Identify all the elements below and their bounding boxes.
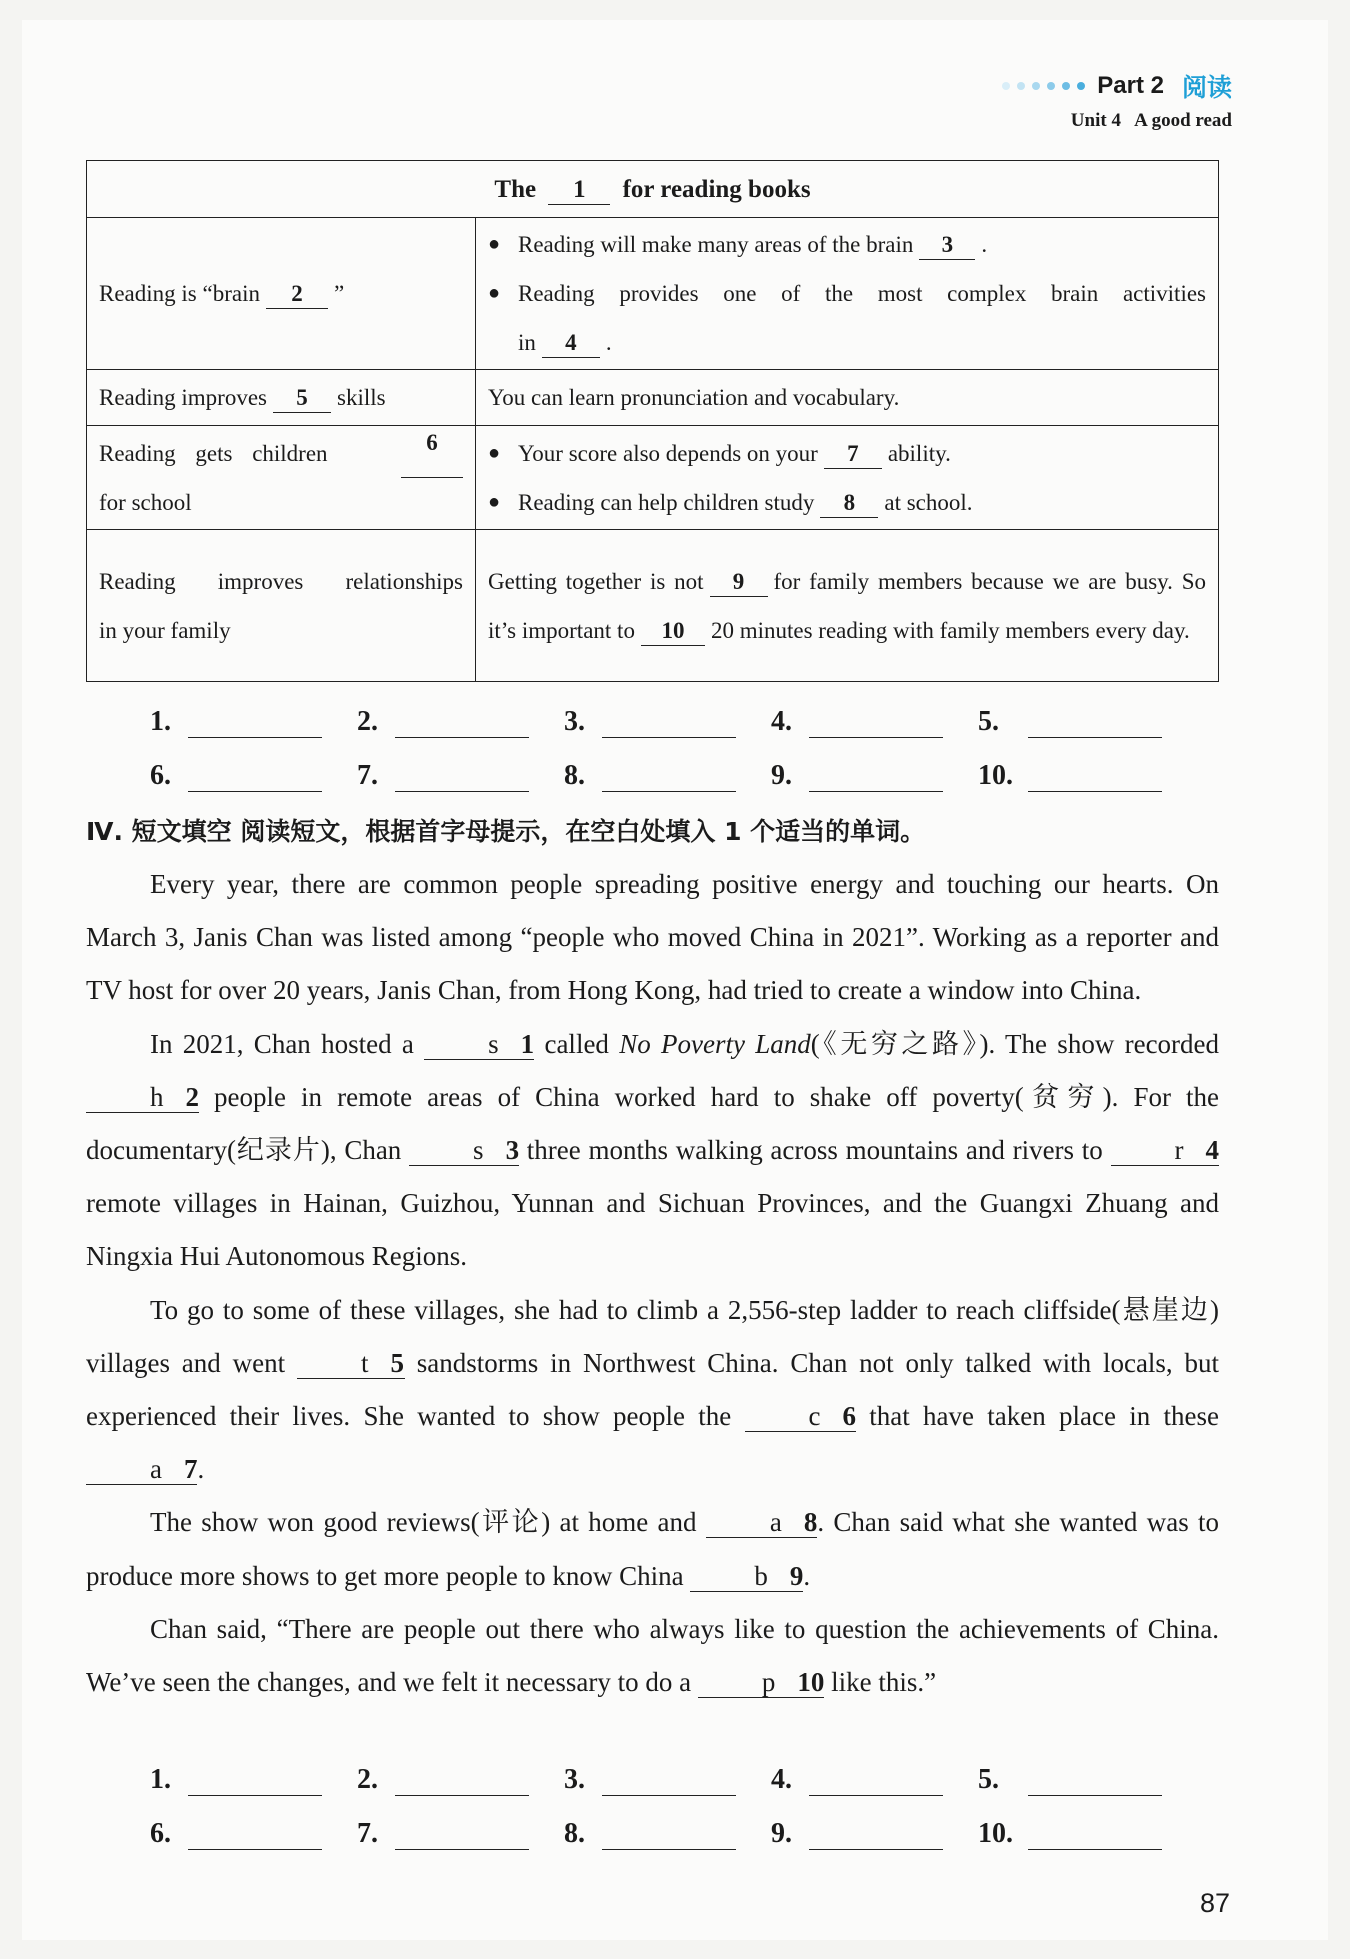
answer-line[interactable] <box>602 1823 736 1850</box>
part-label: Part 2 <box>1097 72 1164 99</box>
bullet-item <box>488 478 1206 527</box>
blank-5[interactable] <box>297 1348 405 1379</box>
blank-number: 3 <box>505 1135 520 1166</box>
bullet-icon: ● <box>488 490 501 513</box>
blank-letter: p <box>761 1667 776 1698</box>
answer-line[interactable] <box>602 1769 736 1796</box>
blank-10[interactable] <box>698 1667 825 1698</box>
blank-letter: c <box>808 1401 821 1432</box>
answer-row-1b <box>150 760 1185 792</box>
answer-slot[interactable] <box>357 1764 564 1796</box>
row1-b2-pre: in <box>518 330 536 355</box>
row4-left-line1: Reading improves relationships <box>99 568 463 594</box>
blank-10[interactable]: 10 <box>641 617 705 646</box>
bullet-icon: ● <box>488 233 501 255</box>
blank-2[interactable] <box>86 1082 199 1113</box>
bullet-item <box>488 220 1206 269</box>
row1-left-pre: Reading is “brain <box>99 281 260 306</box>
table-title-pre: The <box>494 175 537 203</box>
row2-left-pre: Reading improves <box>99 385 267 410</box>
answer-slot[interactable] <box>564 706 771 738</box>
answer-line[interactable] <box>1028 1823 1162 1850</box>
row4-right-post: 20 minutes reading with family members every day. <box>710 617 1190 643</box>
blank-letter: h <box>150 1081 164 1112</box>
blank-number: 1 <box>520 1028 535 1059</box>
row3-left-pre: Reading gets children <box>99 440 328 466</box>
answer-number: 1. <box>150 706 171 737</box>
row1-b2-continuation <box>488 318 1206 367</box>
answer-slot[interactable] <box>978 1764 1185 1796</box>
blank-number: 7 <box>183 1454 198 1485</box>
paragraph-5 <box>86 1603 1219 1709</box>
table-title-post: for reading books <box>622 175 811 203</box>
p5-text-b: like this.” <box>831 1667 937 1698</box>
blank-9[interactable] <box>690 1561 803 1592</box>
blank-9[interactable]: 9 <box>710 568 768 597</box>
bullet-item <box>488 269 1206 318</box>
row3-b2-pre: Reading can help children study <box>518 489 815 515</box>
answer-line[interactable] <box>395 1823 529 1850</box>
p4-text-a: The show won good reviews(评论) at home and <box>150 1507 697 1538</box>
row3-left-line2: for school <box>99 489 192 515</box>
dot <box>1017 82 1025 90</box>
answer-slot[interactable] <box>564 1764 771 1796</box>
answer-number: 8. <box>564 760 585 791</box>
blank-letter: t <box>360 1347 369 1378</box>
row1-left <box>87 218 476 370</box>
answer-line[interactable] <box>1028 765 1162 792</box>
dot <box>1062 82 1070 90</box>
row1-b1-post: . <box>981 232 988 257</box>
answer-number: 7. <box>357 760 378 791</box>
answer-slot[interactable] <box>771 1818 978 1850</box>
answer-number: 5. <box>978 1764 999 1795</box>
answer-line[interactable] <box>809 711 943 738</box>
answer-line[interactable] <box>188 765 322 792</box>
blank-7[interactable]: 7 <box>824 440 882 469</box>
answer-number: 10. <box>978 760 1013 791</box>
passage <box>86 858 1219 1709</box>
blank-number: 9 <box>789 1560 804 1591</box>
blank-number: 4 <box>1205 1135 1220 1166</box>
answer-number: 6. <box>150 760 171 791</box>
row3-b2-post: at school. <box>884 489 973 515</box>
p4-text-c: . <box>803 1560 811 1591</box>
unit-number: Unit 4 <box>1070 110 1121 131</box>
answer-row-2a <box>150 1764 1185 1796</box>
bullet-icon: ● <box>488 282 501 304</box>
row3-left-line1 <box>99 429 463 478</box>
blank-6[interactable] <box>745 1401 856 1432</box>
answer-slot[interactable] <box>771 760 978 792</box>
dot <box>1032 82 1040 90</box>
answer-slot[interactable] <box>564 1818 771 1850</box>
row1-left-post: ” <box>333 281 345 306</box>
answer-line[interactable] <box>809 1823 943 1850</box>
answer-number: 4. <box>771 706 792 737</box>
answer-line[interactable] <box>602 711 736 738</box>
answer-line[interactable] <box>809 1769 943 1796</box>
row3-left <box>87 426 476 530</box>
blank-letter: s <box>473 1135 484 1166</box>
row4-right-pre: Getting together is not <box>488 568 704 594</box>
p2-text-d: people in remote areas of China worked hard to shake off poverty(贫穷). For the documentary(纪录片), Chan <box>86 1081 1219 1166</box>
answer-line[interactable] <box>1028 711 1162 738</box>
page-header <box>1002 68 1232 132</box>
decorative-dots <box>1002 82 1085 90</box>
row3-b1-post: ability. <box>887 440 951 466</box>
blank-5[interactable]: 5 <box>273 384 331 413</box>
blank-6[interactable]: 6 <box>401 429 463 478</box>
p5-text-a: Chan said, “There are people out there who always like to question the achievements of China. We’ve seen the changes, and we felt it necessary to do a <box>86 1613 1219 1698</box>
answer-slot[interactable] <box>771 1764 978 1796</box>
answer-row-1a <box>150 706 1185 738</box>
answer-slot[interactable] <box>771 706 978 738</box>
unit-title: A good read <box>1134 110 1232 131</box>
answer-line[interactable] <box>809 765 943 792</box>
section-heading: Ⅳ. 短文填空 阅读短文，根据首字母提示，在空白处填入 1 个适当的单词。 <box>86 817 926 846</box>
answer-slot[interactable] <box>150 1764 357 1796</box>
answer-number: 3. <box>564 1764 585 1795</box>
blank-8[interactable]: 8 <box>820 489 878 518</box>
answer-slot[interactable] <box>357 706 564 738</box>
p2-text-b: called <box>544 1028 609 1059</box>
p2-text-e: three months walking across mountains and rivers to <box>526 1135 1103 1166</box>
p4-text-b: . Chan said what she wanted was to produce more shows to get more people to know China <box>86 1507 1220 1591</box>
blank-letter: b <box>754 1560 768 1591</box>
row4-right-mid: for family members because we are busy. So it’s important to <box>488 568 1206 643</box>
paragraph-3 <box>86 1284 1219 1497</box>
answer-number: 1. <box>150 1764 171 1795</box>
answer-number: 9. <box>771 1818 792 1849</box>
answer-number: 2. <box>357 1764 378 1795</box>
page-number: 87 <box>1199 1888 1230 1918</box>
row3-right <box>476 426 1219 530</box>
blank-letter: r <box>1174 1135 1184 1166</box>
paragraph-2 <box>86 1018 1219 1284</box>
blank-number: 6 <box>842 1401 857 1432</box>
blank-number: 2 <box>185 1081 199 1112</box>
row4-left-line2: in your family <box>99 617 231 643</box>
row3-b1-pre: Your score also depends on your <box>518 440 818 466</box>
answer-number: 9. <box>771 760 792 791</box>
blank-2[interactable]: 2 <box>266 280 328 309</box>
blank-1[interactable] <box>424 1029 534 1060</box>
answer-number: 6. <box>150 1818 171 1849</box>
blank-7[interactable] <box>86 1454 197 1485</box>
show-title: No Poverty Land <box>619 1028 811 1059</box>
answer-slot[interactable] <box>978 1818 1185 1850</box>
row1-b1-text: Reading will make many areas of the brain <box>518 232 914 257</box>
answer-row-2b <box>150 1818 1185 1850</box>
answer-line[interactable] <box>395 765 529 792</box>
answer-slot[interactable] <box>150 1818 357 1850</box>
p2-text-a: In 2021, Chan hosted a <box>150 1028 414 1059</box>
row2-left-post: skills <box>337 385 386 410</box>
answer-number: 3. <box>564 706 585 737</box>
blank-3[interactable]: 3 <box>919 231 975 260</box>
dot <box>1002 82 1010 90</box>
answer-number: 5. <box>978 706 999 737</box>
p3-text-a: To go to some of these villages, she had to climb a 2,556-step ladder to reach cliffside(悬崖边) villages and went <box>86 1294 1219 1378</box>
row2-left <box>87 370 476 426</box>
p2-text-c: (《无穷之路》). The show recorded <box>810 1028 1220 1059</box>
bullet-icon: ● <box>488 441 501 464</box>
blank-number: 8 <box>803 1507 818 1538</box>
answer-number: 4. <box>771 1764 792 1795</box>
paragraph-1: Every year, there are common people spreading positive energy and touching our hearts. On March 3, Janis Chan was listed among “people who moved China in 2021”. Working as a reporter and TV host for over 20 years, Janis Chan, from Hong Kong, had tried to create a window into China. <box>86 869 1219 1006</box>
answer-line[interactable] <box>1028 1769 1162 1796</box>
p3-text-b: sandstorms in Northwest China. Chan not only talked with locals, but experienced their lives. She wanted to show people the <box>86 1347 1220 1432</box>
answer-line[interactable] <box>188 1769 322 1796</box>
answer-number: 10. <box>978 1818 1013 1849</box>
blank-8[interactable] <box>706 1507 817 1538</box>
blank-letter: a <box>150 1454 162 1485</box>
blank-number: 10 <box>797 1667 825 1698</box>
row4-right <box>476 530 1219 682</box>
p2-text-f: remote villages in Hainan, Guizhou, Yunnan and Sichuan Provinces, and the Guangxi Zhuang and Ningxia Hui Autonomous Regions. <box>86 1188 1219 1272</box>
dot <box>1047 82 1055 90</box>
answer-slot[interactable] <box>357 1818 564 1850</box>
blank-4[interactable] <box>1111 1135 1220 1166</box>
answer-number: 8. <box>564 1818 585 1849</box>
unit-label <box>1002 110 1232 132</box>
row1-b2-post: . <box>605 330 612 355</box>
answer-number: 2. <box>357 706 378 737</box>
p3-text-d: . <box>197 1454 205 1485</box>
p3-text-c: that have taken place in these <box>869 1401 1220 1432</box>
bullet-item <box>488 429 1206 478</box>
answer-slot[interactable] <box>357 760 564 792</box>
blank-1[interactable]: 1 <box>548 176 610 205</box>
answer-slot[interactable] <box>150 760 357 792</box>
blank-4[interactable]: 4 <box>542 329 600 358</box>
answer-slot[interactable] <box>564 760 771 792</box>
table-title <box>87 161 1219 218</box>
answer-slot[interactable] <box>150 706 357 738</box>
blank-letter: s <box>488 1028 499 1059</box>
reading-benefits-table <box>86 160 1219 682</box>
answer-line[interactable] <box>602 765 736 792</box>
blank-number: 5 <box>390 1347 404 1378</box>
blank-3[interactable] <box>409 1135 519 1166</box>
row2-right: You can learn pronunciation and vocabulary. <box>476 370 1219 426</box>
answer-line[interactable] <box>188 1823 322 1850</box>
answer-line[interactable] <box>395 711 529 738</box>
blank-letter: a <box>769 1507 782 1538</box>
row1-right <box>476 218 1219 370</box>
paragraph-4 <box>86 1496 1219 1602</box>
answer-line[interactable] <box>395 1769 529 1796</box>
answer-line[interactable] <box>188 711 322 738</box>
answer-number: 7. <box>357 1818 378 1849</box>
row4-left <box>87 530 476 682</box>
part-cn-label: 阅读 <box>1181 73 1232 102</box>
dot <box>1077 82 1085 90</box>
answer-slot[interactable] <box>978 706 1185 738</box>
answer-slot[interactable] <box>978 760 1185 792</box>
row1-b2-text: Reading provides one of the most complex brain activities <box>518 281 1206 306</box>
